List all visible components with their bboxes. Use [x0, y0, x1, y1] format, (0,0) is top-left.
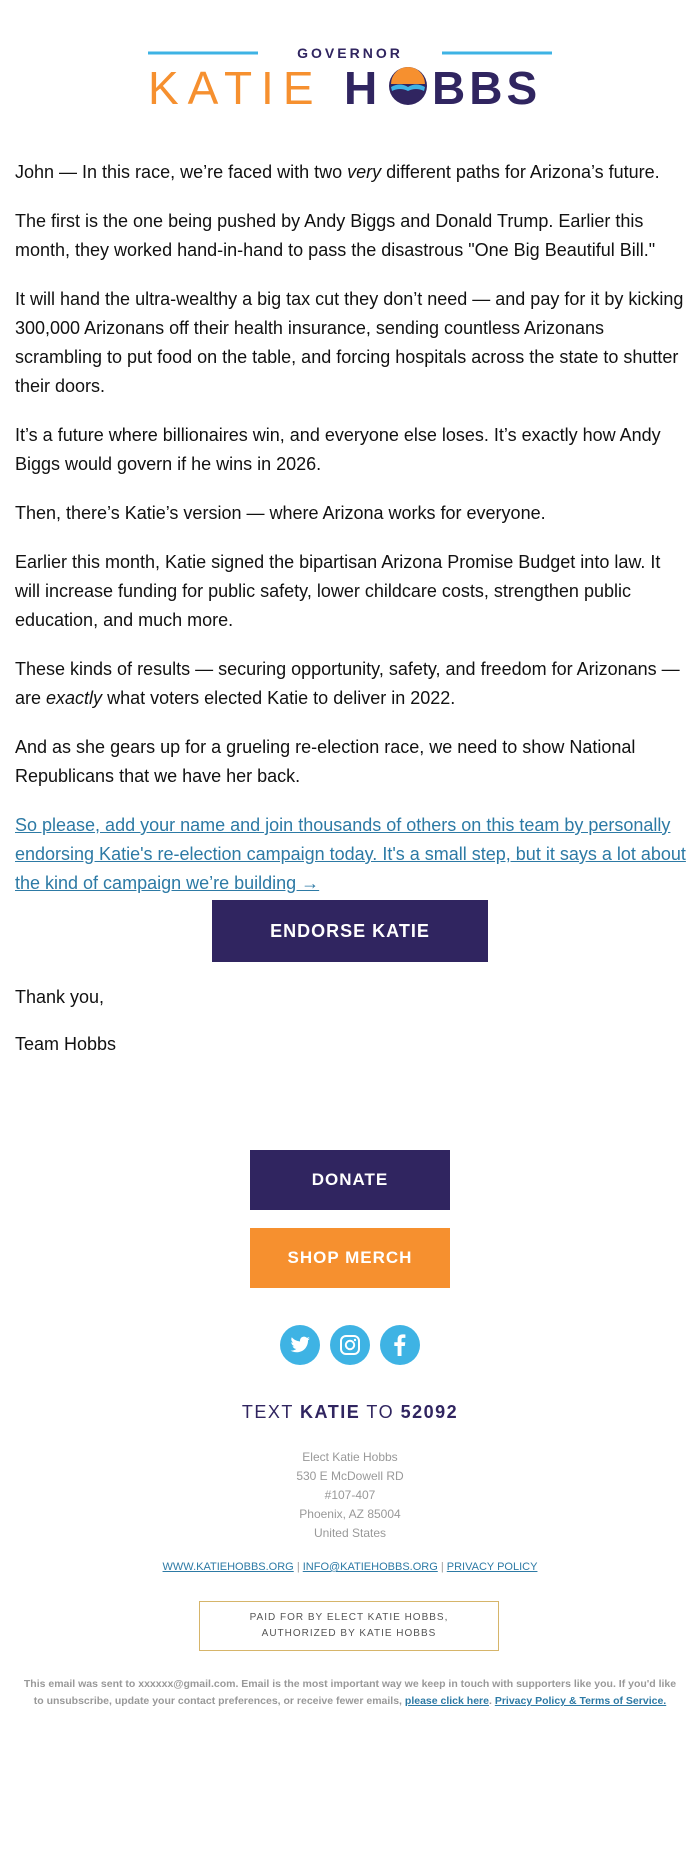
results-text-b: what voters elected Katie to deliver in 2022.: [102, 688, 456, 708]
results-emphasis: exactly: [46, 688, 103, 708]
endorse-katie-button[interactable]: ENDORSE KATIE: [212, 900, 488, 962]
text-to-join: [0, 1402, 700, 1423]
endorse-link[interactable]: So please, add your name and join thousands of others on this team by personally endorsing Katie's re-election campaign today. It's a small step, but it says a lot about the kind of campaign we’re building →: [15, 815, 686, 893]
email-link[interactable]: INFO@KATIEHOBBS.ORG: [302, 1561, 438, 1573]
instagram-icon[interactable]: [330, 1325, 370, 1365]
address-line-3: #107-407: [324, 1488, 376, 1502]
logo-graphic: [148, 44, 552, 106]
unsubscribe-footer: [20, 1676, 680, 1710]
unsubscribe-link[interactable]: please click here: [404, 1695, 489, 1707]
paid-for-line-2: AUTHORIZED BY KATIE HOBBS: [261, 1628, 437, 1639]
results-text-a: These kinds of results — securing opportunity, safety, and freedom for Arizonans — are: [15, 659, 680, 708]
paragraph-billionaires: It’s a future where billionaires win, and everyone else loses. It’s exactly how Andy Biggs would govern if he wins in 2026.: [15, 425, 661, 474]
logo-last-name-h: H: [344, 62, 378, 106]
mailing-address: [0, 1448, 700, 1543]
donate-button[interactable]: DONATE: [250, 1150, 450, 1210]
intro-text-b: different paths for Arizona’s future.: [381, 162, 660, 182]
text-number: 52092: [400, 1402, 459, 1422]
paid-for-line-1: PAID FOR BY ELECT KATIE HOBBS,: [249, 1612, 449, 1623]
paragraph-intro: [15, 158, 687, 187]
logo-governor: GOVERNOR: [297, 45, 403, 61]
paragraph-biggs-trump: The first is the one being pushed by Andy Biggs and Donald Trump. Earlier this month, they worked hand-in-hand to pass the disastrous "One Big Beautiful Bill.": [15, 211, 656, 260]
link-separator-1: |: [296, 1561, 300, 1573]
paragraph-katie-version: Then, there’s Katie’s version — where Arizona works for everyone.: [15, 503, 546, 523]
sun-o-icon: [389, 67, 427, 105]
address-line-2: 530 E McDowell RD: [296, 1469, 404, 1483]
paragraph-budget: Earlier this month, Katie signed the bipartisan Arizona Promise Budget into law. It will increase funding for public safety, lower childcare costs, strengthen public education, and much more.: [15, 552, 661, 630]
paragraph-reelection: And as she gears up for a grueling re-election race, we need to show National Republicans that we have her back.: [15, 737, 636, 786]
twitter-icon[interactable]: [280, 1325, 320, 1365]
facebook-icon[interactable]: [380, 1325, 420, 1365]
logo-last-name-rest: BBS: [432, 62, 542, 106]
text-prefix: TEXT: [241, 1402, 301, 1422]
paragraph-tax-cut: It will hand the ultra-wealthy a big tax cut they don’t need — and pay for it by kicking 300,000 Arizonans off their health insurance, sending countless Arizonans scrambling to put food on the table, and forcing hospitals across the state to shutter their doors.: [15, 289, 684, 396]
paid-for-box: [199, 1601, 499, 1651]
footer-links: [0, 1561, 700, 1573]
link-separator-2: |: [440, 1561, 444, 1573]
email-body: [15, 158, 687, 918]
address-line-5: United States: [313, 1526, 387, 1540]
address-line-1: Elect Katie Hobbs: [302, 1450, 398, 1464]
katie-hobbs-logo: [148, 44, 552, 106]
footer-period: .: [488, 1695, 495, 1707]
terms-link[interactable]: Privacy Policy & Terms of Service.: [494, 1695, 667, 1707]
privacy-policy-link[interactable]: PRIVACY POLICY: [446, 1561, 538, 1573]
website-link[interactable]: WWW.KATIEHOBBS.ORG: [162, 1561, 294, 1573]
paragraph-cta: [15, 811, 687, 898]
paragraph-results: [15, 655, 687, 713]
signoff: [15, 983, 615, 1077]
shop-merch-button[interactable]: SHOP MERCH: [250, 1228, 450, 1288]
signoff-thanks: Thank you,: [15, 987, 105, 1007]
text-middle: TO: [360, 1402, 401, 1422]
intro-emphasis: very: [347, 162, 382, 182]
footer-text: This email was sent to xxxxxx@gmail.com. Email is the most important way we keep in touch with supporters like you. If you'd like to unsubscribe, update your contact preferences, or receive fewer emails,: [23, 1678, 677, 1707]
logo-first-name: KATIE: [148, 62, 323, 106]
intro-text-a: John — In this race, we’re faced with two: [15, 162, 348, 182]
signoff-team: Team Hobbs: [15, 1034, 117, 1054]
text-keyword: KATIE: [300, 1402, 361, 1422]
address-line-4: Phoenix, AZ 85004: [299, 1507, 401, 1521]
social-links: [0, 1325, 700, 1365]
